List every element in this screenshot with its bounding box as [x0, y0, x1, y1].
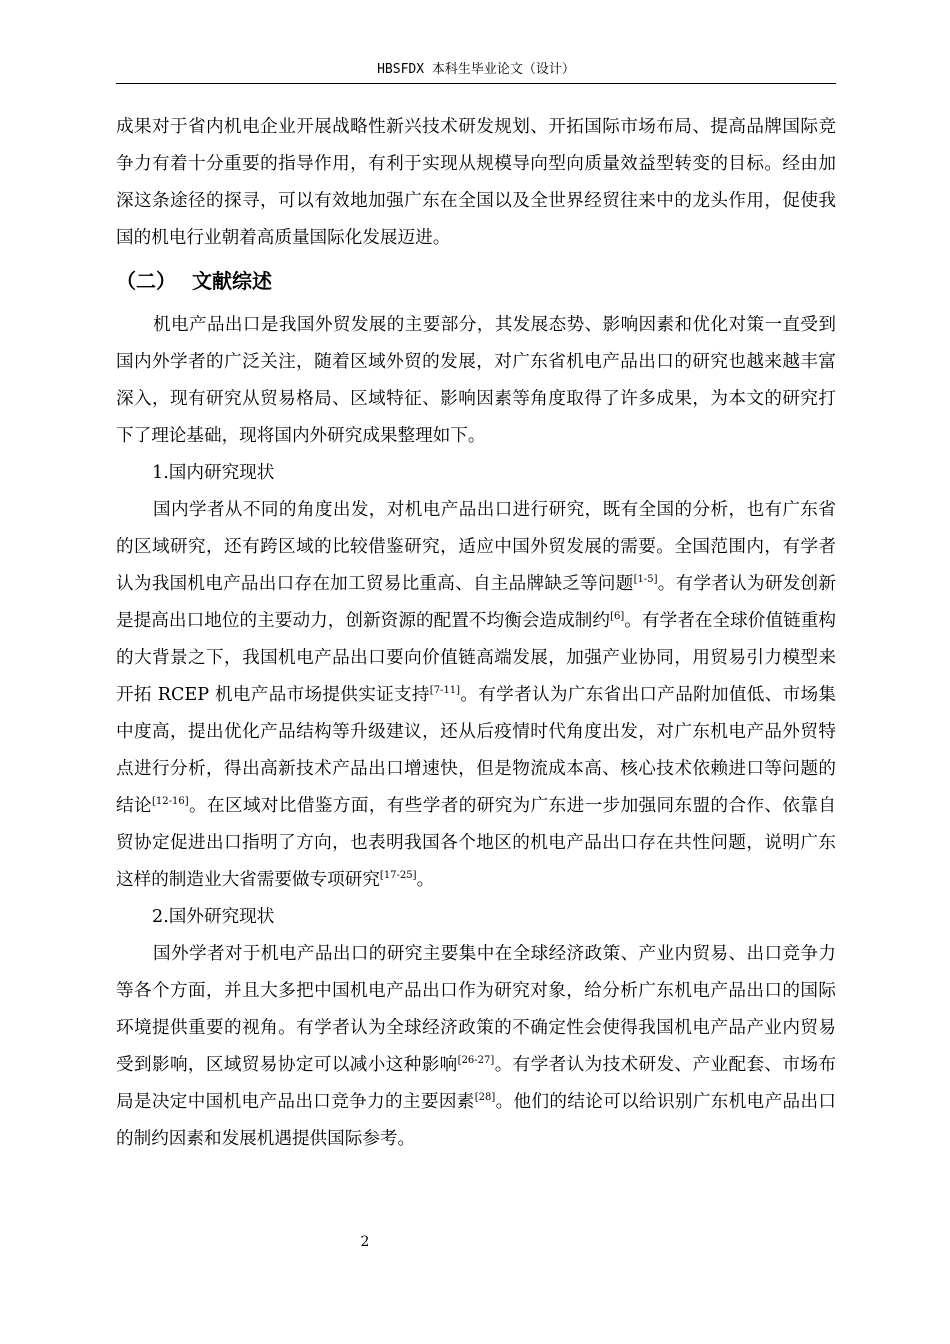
domestic-text-5: 。在区域对比借鉴方面，有些学者的研究为广东进一步加强同东盟的合作、依靠自贸协定促进出口指明了方向，也表明我国各个地区的机电产品出口存在共性问题，说明广东这样的制造业大省需要做专项研究 — [116, 796, 836, 890]
citation: [28] — [474, 1092, 496, 1103]
intro-paragraph: 成果对于省内机电企业开展战略性新兴技术研发规划、开拓国际市场布局、提高品牌国际竞争力有着十分重要的指导作用，有利于实现从规模导向型向质量效益型转变的目标。经由加深这条途径的探寻，可以有效地加强广东在全国以及全世界经贸往来中的龙头作用，促使我国的机电行业朝着高质量国际化发展迈进。 — [116, 117, 836, 248]
domestic-heading: 1.国内研究现状 — [152, 463, 275, 483]
foreign-paragraph — [116, 936, 836, 1158]
page-number: 2 — [360, 1234, 370, 1250]
citation: [26-27] — [457, 1055, 495, 1066]
section-title: 文献综述 — [192, 269, 272, 293]
domestic-text-1: 国内学者从不同的角度出发，对机电产品出口进行研究，既有全国的分析，也有广东省的区域研究，还有跨区域的比较借鉴研究，适应中国外贸发展的需要。全国范围内，有学者认为我国机电产品出口存在加工贸易比重高、自主品牌缺乏等问题 — [116, 500, 836, 594]
header-rule — [116, 83, 836, 84]
citation: [1-5] — [633, 574, 658, 585]
section-heading — [116, 262, 836, 300]
citation: [6] — [610, 611, 625, 622]
domestic-text-3: 。有学者在全球价值链重构的大背景之下，我国机电产品出口要向价值链高端发展，加强产业协同，用贸易引力模型来开拓 RCEP 机电产品市场提供实证支持 — [116, 611, 836, 705]
domestic-text-6: 。 — [416, 870, 435, 890]
domestic-paragraph — [116, 492, 836, 899]
foreign-text-2: 。有学者认为技术研发、产业配套、市场布局是决定中国机电产品出口竞争力的主要因素 — [116, 1055, 836, 1112]
running-header: HBSFDX 本科生毕业论文（设计） — [377, 62, 575, 77]
foreign-text-3: 。他们的结论可以给识别广东机电产品出口的制约因素和发展机遇提供国际参考。 — [116, 1092, 836, 1149]
citation: [17-25] — [379, 870, 417, 881]
section-number: （二） — [116, 269, 176, 293]
foreign-heading: 2.国外研究现状 — [152, 907, 275, 927]
foreign-text-1: 国外学者对于机电产品出口的研究主要集中在全球经济政策、产业内贸易、出口竞争力等各个方面，并且大多把中国机电产品出口作为研究对象，给分析广东机电产品出口的国际环境提供重要的视角。有学者认为全球经济政策的不确定性会使得我国机电产品产业内贸易受到影响，区域贸易协定可以减小这种影响 — [116, 944, 836, 1075]
domestic-text-2: 。有学者认为研发创新是提高出口地位的主要动力，创新资源的配置不均衡会造成制约 — [116, 574, 836, 631]
citation: [7-11] — [429, 685, 461, 696]
review-paragraph: 机电产品出口是我国外贸发展的主要部分，其发展态势、影响因素和优化对策一直受到国内外学者的广泛关注，随着区域外贸的发展，对广东省机电产品出口的研究也越来越丰富深入，现有研究从贸易格局、区域特征、影响因素等角度取得了许多成果，为本文的研究打下了理论基础，现将国内外研究成果整理如下。 — [116, 315, 836, 446]
domestic-text-4: 。有学者认为广东省出口产品附加值低、市场集中度高，提出优化产品结构等升级建议，还从后疫情时代角度出发，对广东机电产品外贸特点进行分析，得出高新技术产品出口增速快，但是物流成本高、核心技术依赖进口等问题的结论 — [116, 685, 836, 816]
citation: [12-16] — [151, 796, 189, 807]
page-body — [116, 109, 836, 1158]
